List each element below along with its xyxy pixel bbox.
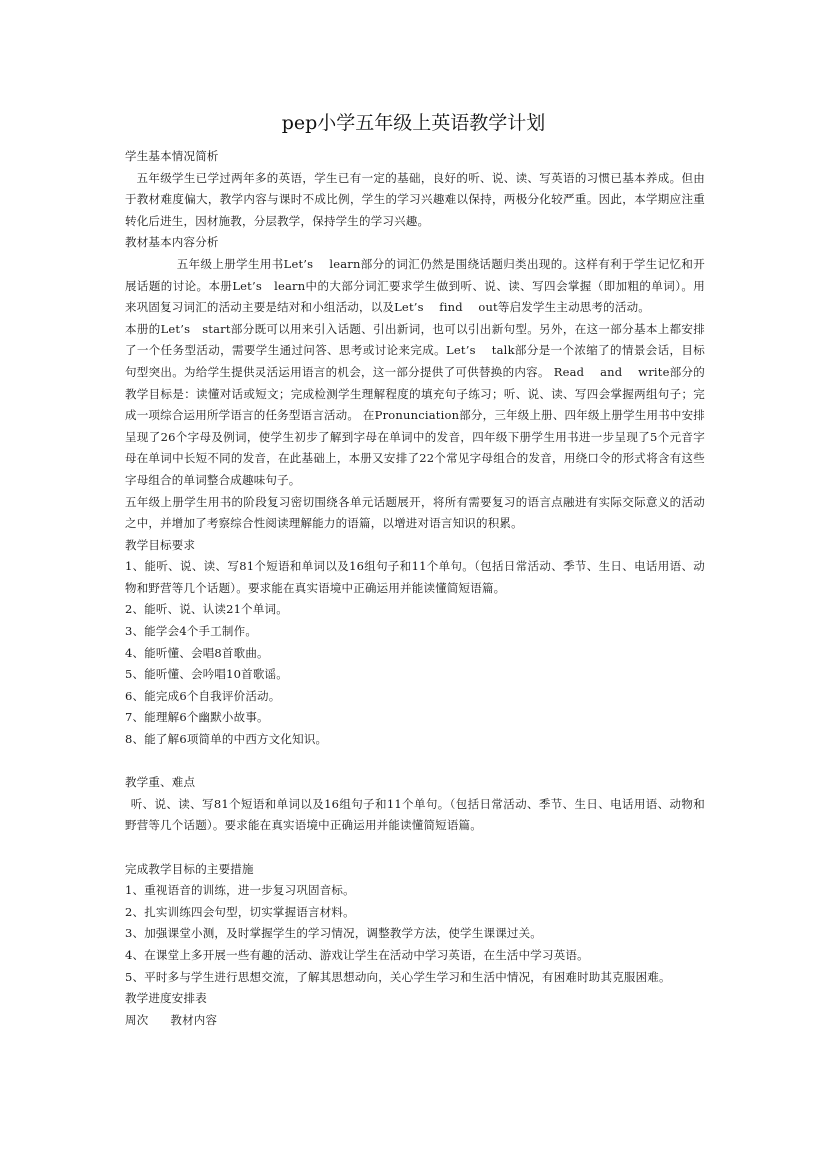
heading-textbook-analysis: 教材基本内容分析 — [125, 235, 219, 250]
list-item: 1、重视语音的训练，进一步复习巩固音标。 — [125, 883, 355, 898]
heading-measures: 完成教学目标的主要措施 — [125, 861, 254, 876]
list-item: 1、能听、说、读、写81个短语和单词以及16组句子和11个单句。（包括日常活动、季节、生日、电话用语、动物和野营等几个话题）。要求能在真实语境中正确运用并能读懂简短语篇。 — [125, 559, 705, 595]
list-item: 3、能学会4个手工制作。 — [125, 624, 258, 639]
heading-teaching-goals: 教学目标要求 — [125, 537, 196, 552]
paragraph-textbook-analysis-2: 本册的Let’s start部分既可以用来引入话题、引出新词，也可以引出新句型。另外，在这一部分基本上都安排了一个任务型活动，需要学生通过问答、思考或讨论来完成。Let’s talk部分是一个浓缩了的情景会话，目标句型突出。为给学生提供灵活运用语言的机会，这一部分提供了可供替换的内容。 Read and write部分的教学目标是：读懂对话或短文；完成检测学生理解程度的填充句子练习；听、说、读、写四会掌握两组句子；完成一项综合运用所学语言的任务型语言活动。 在Pronunciation部分，三年级上册、四年级上册学生用书中安排呈现了26个字母及例词，使学生初步了解到字母在单词中的发音，四年级下册学生用书进一步呈现了5个元音字母在单词中长短不同的发音，在此基础上，本册又安排了22个常见字母组合的发音，用绕口令的形式将含有这些字母组合的单词整合成趣味句子。 — [125, 321, 705, 487]
heading-schedule: 教学进度安排表 — [125, 991, 207, 1006]
column-header-content: 教材内容 — [170, 1012, 218, 1027]
list-item: 2、能听、说、认读21个单词。 — [125, 602, 288, 617]
list-item: 2、扎实训练四会句型，切实掌握语言材料。 — [125, 904, 355, 919]
list-item: 4、在课堂上多开展一些有趣的活动、游戏让学生在活动中学习英语，在生活中学习英语。 — [125, 947, 589, 962]
list-item: 6、能完成6个自我评价活动。 — [125, 688, 281, 703]
document-body — [125, 146, 705, 1031]
list-item: 5、平时多与学生进行思想交流，了解其思想动向，关心学生学习和生活中情况，有困难时助其克服困难。 — [125, 969, 671, 984]
paragraph-textbook-analysis-3: 五年级上册学生用书的阶段复习密切围绕各单元话题展开，将所有需要复习的语言点融进有实际交际意义的活动之中，并增加了考察综合性阅读理解能力的语篇，以增进对语言知识的积累。 — [125, 494, 705, 531]
heading-student-analysis: 学生基本情况简析 — [125, 149, 219, 163]
paragraph-textbook-analysis-1: 五年级上册学生用书Let’s learn部分的词汇仍然是围绕话题归类出现的。这样有利于学生记忆和开展话题的讨论。本册Let’s learn中的大部分词汇要求学生做到听、说、读、写四会掌握（即加粗的单词）。用来巩固复习词汇的活动主要是结对和小组活动，以及Let’s find out等启发学生主动思考的活动。 — [125, 256, 705, 315]
document-title: pep小学五年级上英语教学计划 — [281, 112, 546, 134]
list-item: 5、能听懂、会吟唱10首歌谣。 — [125, 667, 288, 682]
list-item: 7、能理解6个幽默小故事。 — [125, 710, 269, 725]
list-item: 3、加强课堂小测，及时掌握学生的学习情况，调整教学方法，使学生课课过关。 — [125, 926, 543, 941]
list-item: 8、能了解6项简单的中西方文化知识。 — [125, 732, 328, 747]
column-header-week: 周次 — [125, 1012, 149, 1027]
paragraph-student-analysis: 五年级学生已学过两年多的英语，学生已有一定的基础，良好的听、说、读、写英语的习惯已基本养成。但由于教材难度偏大，教学内容与课时不成比例，学生的学习兴趣难以保持，两极分化较严重。因此，本学期应注重转化后进生，因材施教，分层教学，保持学生的学习兴趣。 — [125, 170, 705, 228]
heading-key-points: 教学重、难点 — [125, 775, 196, 790]
paragraph-key-points: 听、说、读、写81个短语和单词以及16组句子和11个单句。（包括日常活动、季节、生日、电话用语、动物和野营等几个话题）。要求能在真实语境中正确运用并能读懂简短语篇。 — [125, 796, 705, 833]
list-item: 4、能听懂、会唱8首歌曲。 — [125, 645, 269, 660]
schedule-table-header — [125, 1010, 705, 1032]
blank-line — [125, 837, 705, 859]
blank-line — [125, 751, 705, 773]
